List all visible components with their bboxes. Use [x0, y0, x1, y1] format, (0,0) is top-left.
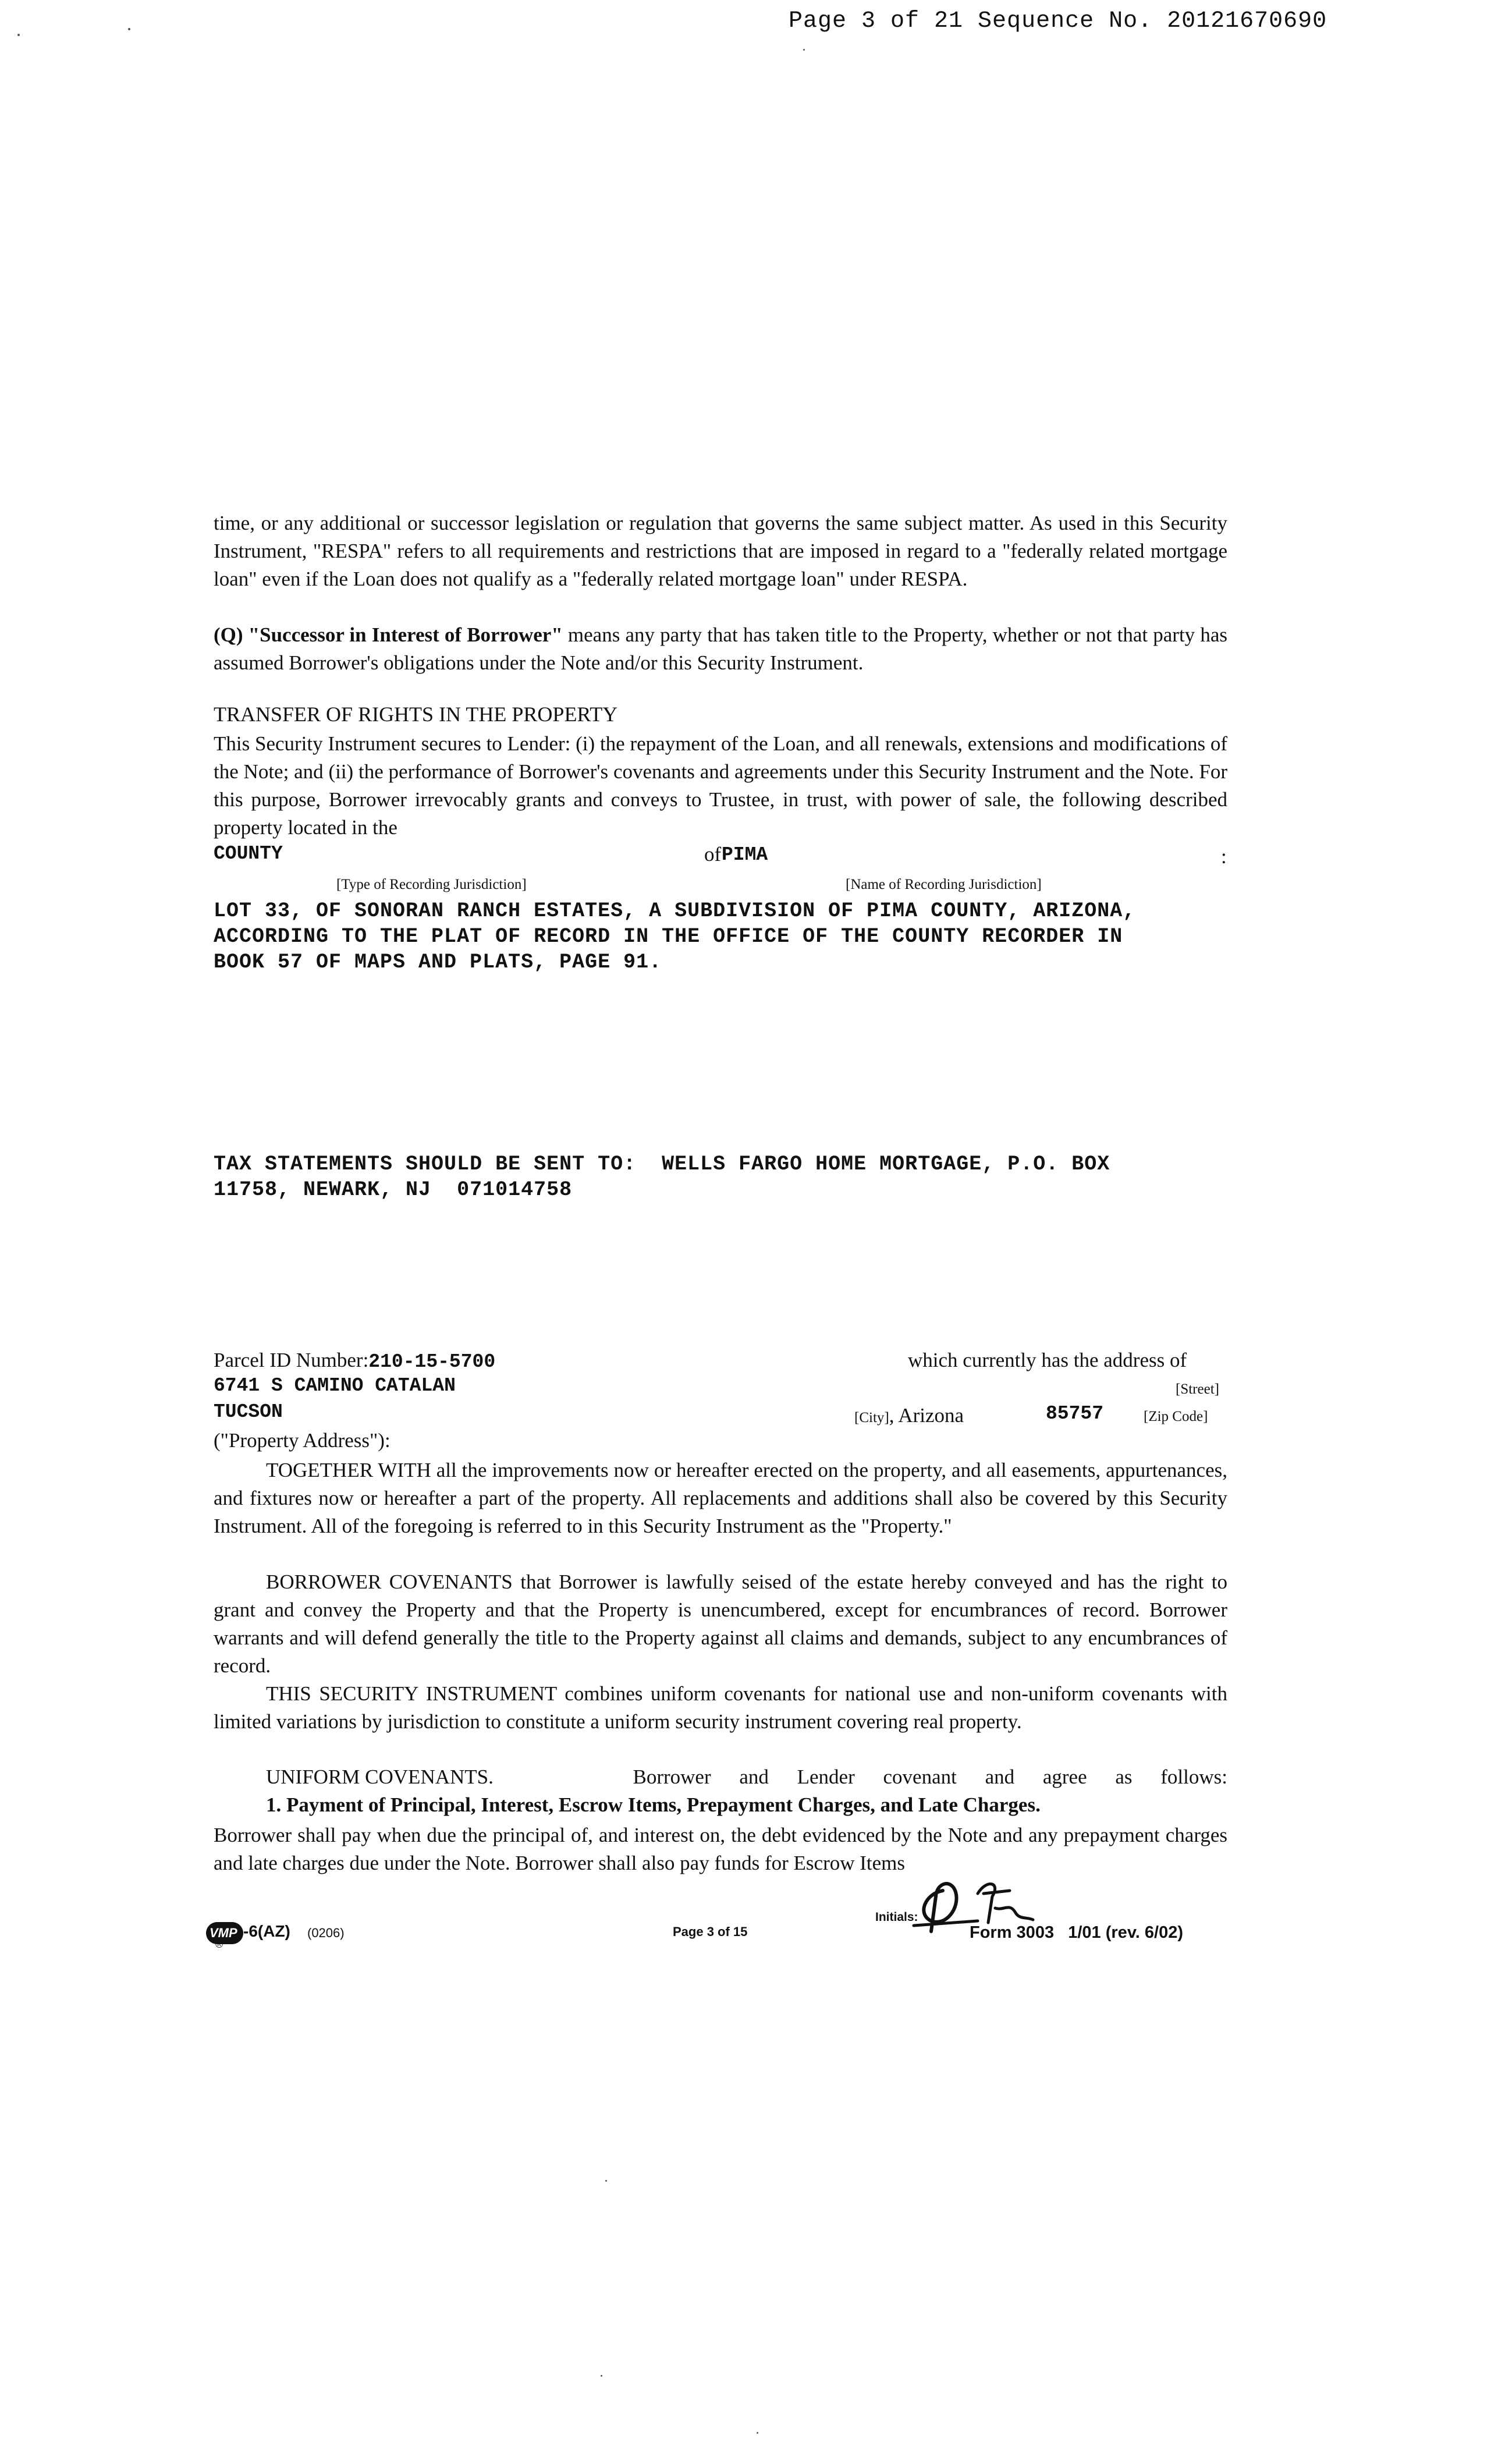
legal-line: BOOK 57 OF MAPS AND PLATS, PAGE 91.	[214, 951, 662, 974]
successor-label: (Q) "Successor in Interest of Borrower"	[214, 623, 563, 646]
parcel-line	[214, 1349, 495, 1373]
respa-paragraph: time, or any additional or successor legislation or regulation that governs the same subject matter. As used in this Security Instrument, "RESPA" refers to all requirements and restrictions that are imposed in regard to a "federally related mortgage loan" even if the Loan does not qualify as a "federally related mortgage loan" under RESPA.	[214, 512, 1227, 590]
parcel-value: 210-15-5700	[368, 1351, 496, 1373]
uniform-covenants-label: UNIFORM COVENANTS.	[266, 1765, 494, 1788]
type-of-recording-label: [Type of Recording Jurisdiction]	[336, 877, 527, 892]
vmp-logo-text: VMP	[210, 1926, 237, 1940]
street-label: [Street]	[1176, 1381, 1219, 1397]
uniform-covenants-line	[266, 1765, 1227, 1789]
property-address-label: ("Property Address"):	[214, 1429, 391, 1452]
zip-label: [Zip Code]	[1144, 1409, 1208, 1424]
page-sequence-header: Page 3 of 21 Sequence No. 20121670690	[789, 8, 1327, 34]
scan-speck	[605, 2180, 607, 2182]
currently-text: which currently has the address of	[908, 1349, 1187, 1371]
together-paragraph: TOGETHER WITH all the improvements now or hereafter erected on the property, and all easements, appurtenances, and fixtures now or hereafter a part of the property. All replacements and additions shall also be covered by this Security Instrument. All of the foregoing is referred to in this Security Instrument as the "Property."	[214, 1459, 1227, 1537]
footer-page-label: Page 3 of 15	[673, 1924, 748, 1939]
initials-label: Initials:	[875, 1910, 918, 1924]
scan-speck	[757, 2432, 758, 2434]
jurisdiction-type: COUNTY	[214, 843, 283, 864]
transfer-paragraph: This Security Instrument secures to Lender: (i) the repayment of the Loan, and all renewals, extensions and modifications of the Note; and (ii) the performance of Borrower's covenants and agreements under this Security Instrument and the Note. For this purpose, Borrower irrevocably grants and conveys to Trustee, in trust, with power of sale, the following described property located in the	[214, 732, 1227, 839]
scan-speck	[17, 34, 20, 36]
jurisdiction-name: PIMA	[722, 844, 768, 866]
payment-paragraph: Borrower shall pay when due the principal of, and interest on, the debt evidenced by the Note and any prepayment charges and late charges due under the Note. Borrower shall also pay funds for Escrow Items	[214, 1824, 1227, 1874]
of-word: of	[704, 843, 722, 866]
uniform-covenants-text: Borrower and Lender covenant and agree as follows:	[633, 1765, 1227, 1788]
legal-line: LOT 33, OF SONORAN RANCH ESTATES, A SUBDIVISION OF PIMA COUNTY, ARIZONA,	[214, 899, 1136, 923]
jurisdiction-colon: :	[1221, 845, 1227, 868]
zip-value: 85757	[1046, 1403, 1104, 1424]
this-security-paragraph: THIS SECURITY INSTRUMENT combines uniform covenants for national use and non-uniform covenants with limited variations by jurisdiction to constitute a uniform security instrument covering real property.	[214, 1682, 1227, 1733]
scan-speck	[128, 28, 130, 30]
state-text: , Arizona	[889, 1404, 964, 1427]
tax-statements	[214, 1151, 1110, 1203]
name-of-recording-label: [Name of Recording Jurisdiction]	[846, 877, 1042, 892]
form-version: (0206)	[307, 1926, 345, 1940]
legal-line: ACCORDING TO THE PLAT OF RECORD IN THE OFFICE OF THE COUNTY RECORDER IN	[214, 925, 1123, 948]
tax-line: 11758, NEWARK, NJ 071014758	[214, 1178, 573, 1201]
borrower-covenants-paragraph: BORROWER COVENANTS that Borrower is lawfully seised of the estate hereby conveyed and has the right to grant and convey the Property and that the Property is unencumbered, except for encumbrances of record. Borrower warrants and will defend generally the title to the Property against all claims and demands, subject to any encumbrances of record.	[214, 1570, 1227, 1677]
registered-mark: ®	[215, 1938, 223, 1950]
scan-speck	[601, 2375, 602, 2377]
legal-description	[214, 898, 1135, 975]
city-state-line	[854, 1404, 964, 1427]
city-label: [City]	[854, 1410, 889, 1426]
successor-paragraph	[214, 621, 1227, 677]
tax-line: TAX STATEMENTS SHOULD BE SENT TO: WELLS FARGO HOME MORTGAGE, P.O. BOX	[214, 1153, 1110, 1176]
payment-heading: 1. Payment of Principal, Interest, Escrow Items, Prepayment Charges, and Late Charges.	[266, 1793, 1041, 1816]
street-value: 6741 S CAMINO CATALAN	[214, 1375, 456, 1396]
vmp-logo	[206, 1922, 243, 1944]
parcel-label: Parcel ID Number:	[214, 1349, 369, 1371]
form-number: Form 3003 1/01 (rev. 6/02)	[970, 1923, 1184, 1942]
form-code: -6(AZ)	[243, 1922, 290, 1940]
transfer-heading: TRANSFER OF RIGHTS IN THE PROPERTY	[214, 703, 618, 726]
city-value: TUCSON	[214, 1401, 283, 1423]
successor-text: means any party that has taken title to the Property, whether or not that party has assumed Borrower's obligations under the Note and/or this Security Instrument.	[214, 623, 1227, 674]
scan-speck	[803, 49, 805, 51]
